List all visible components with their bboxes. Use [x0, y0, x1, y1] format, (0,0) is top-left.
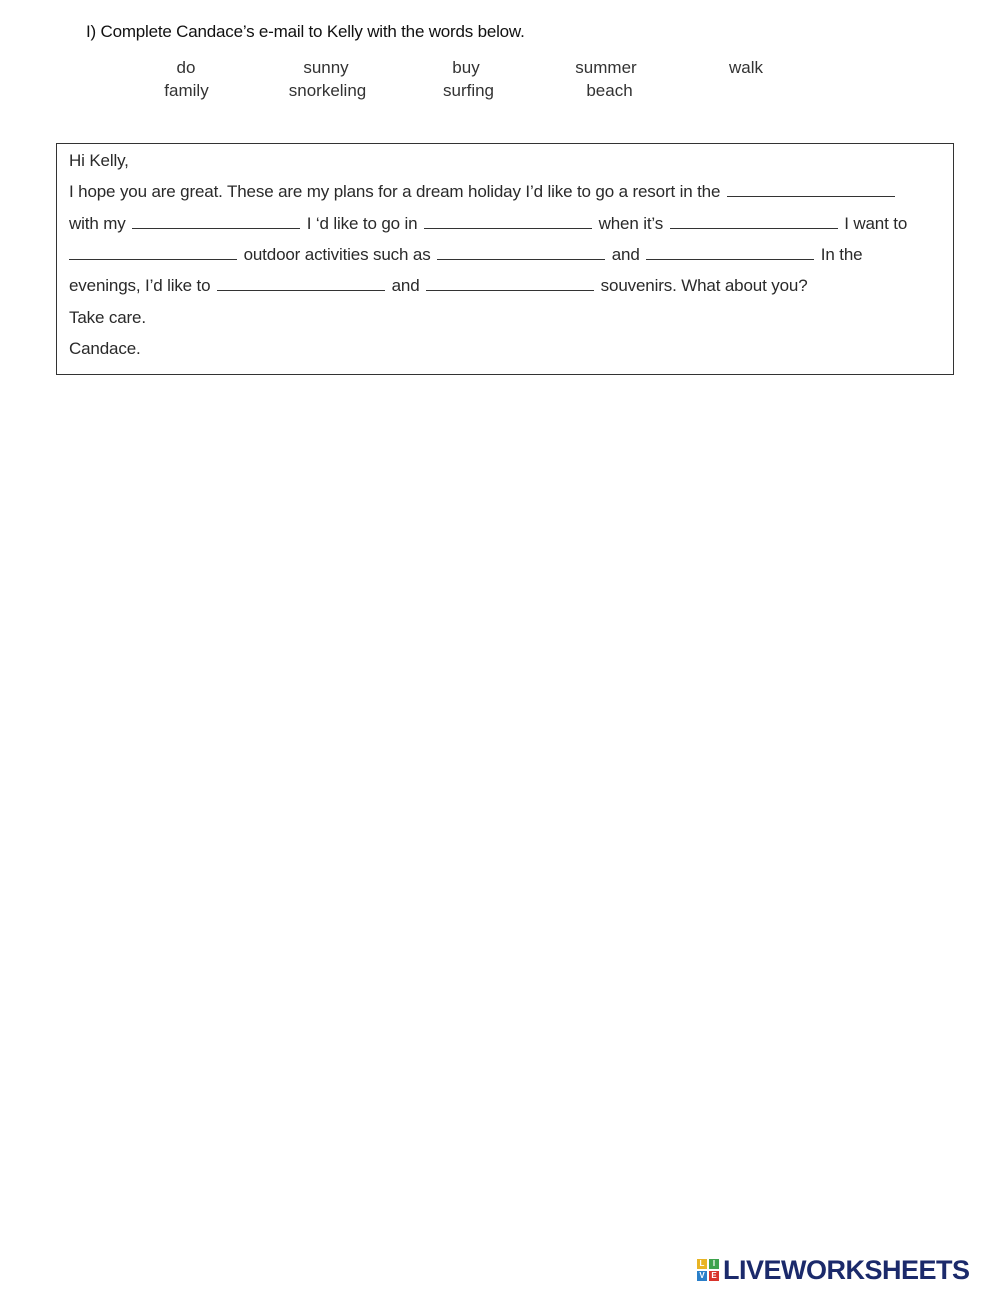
word-bank-item: buy — [452, 58, 480, 77]
word-bank-item: summer — [575, 58, 637, 77]
email-closing: Take care. — [69, 308, 146, 327]
answer-blank-5[interactable] — [69, 258, 237, 260]
answer-blank-4[interactable] — [670, 227, 838, 229]
email-line-3 — [69, 245, 862, 265]
email-text: I want to — [844, 214, 908, 233]
answer-blank-8[interactable] — [217, 289, 385, 291]
email-text: with my — [69, 214, 126, 233]
email-text: when it’s — [598, 214, 664, 233]
logo-letter: L — [697, 1259, 707, 1269]
email-text: I hope you are great. These are my plans for a dream holiday I’d like to go a resort in the — [69, 182, 721, 201]
logo-mark-icon — [697, 1259, 719, 1281]
answer-blank-3[interactable] — [424, 227, 592, 229]
answer-blank-7[interactable] — [646, 258, 814, 260]
email-line-1 — [69, 182, 897, 202]
email-greeting: Hi Kelly, — [69, 151, 129, 170]
email-text: In the — [820, 245, 863, 264]
word-bank-item: snorkeling — [288, 81, 367, 100]
word-bank-item: family — [164, 81, 209, 100]
liveworksheets-logo — [697, 1254, 970, 1285]
email-text: and — [611, 245, 640, 264]
exercise-instruction: I) Complete Candace’s e-mail to Kelly with the words below. — [86, 22, 525, 41]
word-bank-item: surfing — [442, 81, 495, 100]
word-bank-item: walk — [728, 58, 763, 77]
word-bank-item: sunny — [303, 58, 349, 77]
word-bank — [116, 58, 816, 104]
email-text: outdoor activities such as — [243, 245, 431, 264]
answer-blank-1[interactable] — [727, 195, 895, 197]
word-bank-item: beach — [586, 81, 633, 100]
email-text: and — [391, 276, 420, 295]
email-line-2 — [69, 214, 907, 234]
answer-blank-2[interactable] — [132, 227, 300, 229]
email-line-4 — [69, 276, 808, 296]
email-signature: Candace. — [69, 339, 141, 358]
answer-blank-9[interactable] — [426, 289, 594, 291]
logo-letter: E — [709, 1271, 719, 1281]
word-bank-row-1 — [116, 58, 816, 81]
logo-letter: I — [709, 1259, 719, 1269]
word-bank-row-2 — [116, 81, 816, 104]
email-box — [56, 143, 954, 375]
logo-letter: V — [697, 1271, 707, 1281]
answer-blank-6[interactable] — [437, 258, 605, 260]
logo-text: LIVEWORKSHEETS — [723, 1254, 970, 1285]
email-text: I ‘d like to go in — [306, 214, 418, 233]
word-bank-item: do — [176, 58, 196, 77]
email-text: souvenirs. What about you? — [600, 276, 808, 295]
email-text: evenings, I’d like to — [69, 276, 211, 295]
